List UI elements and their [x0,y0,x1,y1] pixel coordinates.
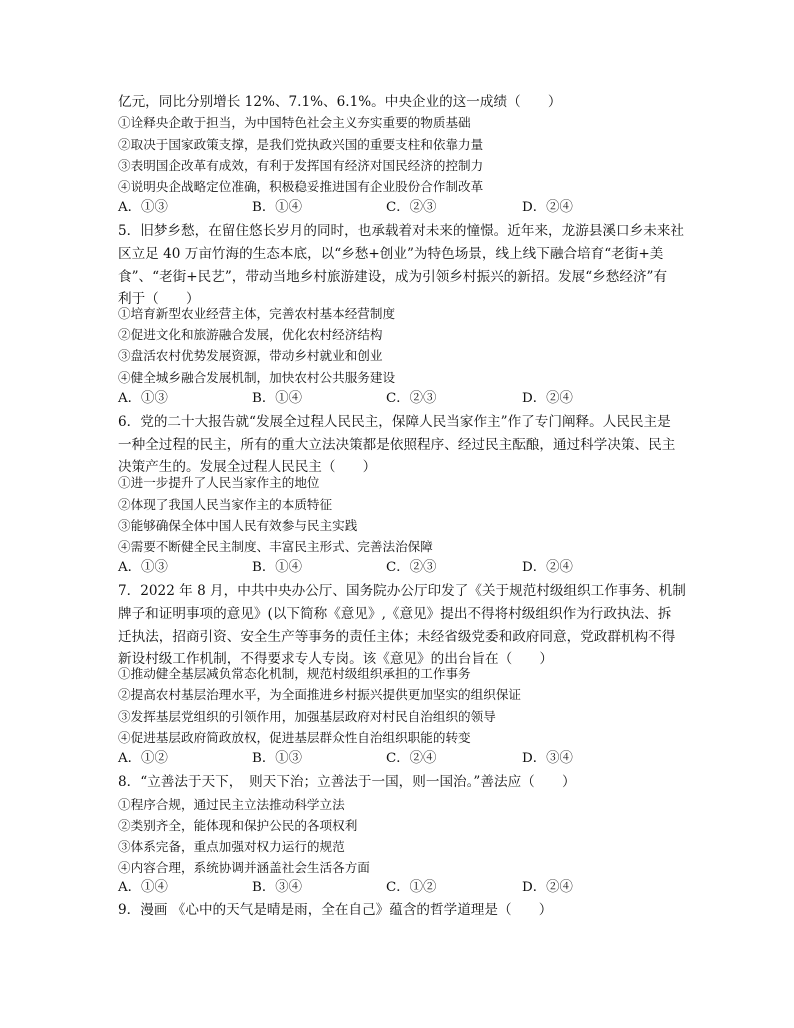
question-5-choices [118,390,698,408]
question-5-option-2: ②促进文化和旅游融合发展，优化农村经济结构 [118,327,383,342]
question-8-option-2: ②类别齐全，能体现和保护公民的各项权利 [118,818,358,833]
question-4-option-4: ④说明央企战略定位准确，积极稳妥推进国有企业股份合作制改革 [118,179,484,194]
question-6-option-1: ①进一步提升了人民当家作主的地位 [118,475,320,490]
question-4-choice-a[interactable]: A．①③ [118,200,168,215]
question-7-option-2: ②提高农村基层治理水平，为全面推进乡村振兴提供更加坚实的组织保证 [118,687,521,702]
question-5-choice-a[interactable]: A．①③ [118,391,168,406]
question-7-stem-line-4: 新设村级工作机制，不得要求专人专岗。该《意见》的出台旨在（ ） [118,651,553,667]
question-5-option-1: ①培育新型农业经营主体，完善农村基本经营制度 [118,306,396,321]
question-7-option-3: ③发挥基层党组织的引领作用，加强基层政府对村民自治组织的领导 [118,709,496,724]
question-6-choice-c[interactable]: C．②③ [386,560,437,575]
question-4-stem-line: 亿元，同比分别增长 12%、7.1%、6.1%。中央企业的这一成绩（ ） [118,94,562,110]
question-7-choice-b[interactable]: B．①③ [252,751,303,766]
question-5-option-3: ③盘活农村优势发展资源，带动乡村就业和创业 [118,348,383,363]
question-8-option-1: ①程序合规，通过民主立法推动科学立法 [118,797,345,812]
question-8-choice-c[interactable]: C．①② [386,880,437,895]
question-7-choices [118,750,698,768]
question-7-choice-d[interactable]: D．③④ [522,751,573,766]
question-5-stem-line-2: 区立足 40 万亩竹海的生态本底，以“乡愁+创业”为特色场景，线上线下融合培育“老街+美 [118,246,664,262]
question-8-stem-line: 8．“立善法于天下， 则天下治；立善法于一国，则一国治。”善法应（ ） [118,774,576,790]
question-4-option-1: ①诠释央企敢于担当，为中国特色社会主义夯实重要的物质基础 [118,115,471,130]
question-5-choice-b[interactable]: B．①④ [252,391,303,406]
question-7-stem-line-1: 7．2022 年 8 月，中共中央办公厅、国务院办公厅印发了《关于规范村级组织工作事务、机制 [118,583,686,599]
question-8-option-3: ③体系完备，重点加强对权力运行的规范 [118,839,345,854]
question-6-choice-d[interactable]: D．②④ [522,560,573,575]
question-7-stem-line-2: 牌子和证明事项的意见》(以下简称《意见》,《意见》提出不得将村级组织作为行政执法、拆 [118,606,672,622]
question-7-choice-a[interactable]: A．①② [118,751,168,766]
question-4-choice-b[interactable]: B．①④ [252,200,303,215]
question-6-option-3: ③能够确保全体中国人民有效参与民主实践 [118,518,358,533]
question-6-choice-a[interactable]: A．①③ [118,560,168,575]
question-5-choice-c[interactable]: C．②③ [386,391,437,406]
question-5-stem-line-1: 5．旧梦乡愁，在留住悠长岁月的同时，也承载着对未来的憧憬。近年来，龙游县溪口乡未来社 [118,223,684,239]
question-5-stem-line-3: 食”、“老街+民艺”，带动当地乡村旅游建设，成为引领乡村振兴的新招。发展“乡愁经济”有 [118,269,668,285]
question-4-option-2: ②取决于国家政策支撑，是我们党执政兴国的重要支柱和依靠力量 [118,137,484,152]
question-5-choice-d[interactable]: D．②④ [522,391,573,406]
question-4-choice-d[interactable]: D．②④ [522,200,573,215]
question-6-choice-b[interactable]: B．①④ [252,560,303,575]
question-8-choices [118,879,698,897]
question-6-choices [118,559,698,577]
question-8-option-4: ④内容合理，系统协调并涵盖社会生活各方面 [118,860,370,875]
question-5-stem-line-4: 利于（ ） [118,291,200,307]
question-7-option-1: ①推动健全基层减负常态化机制，规范村级组织承担的工作事务 [118,666,471,681]
question-7-stem-line-3: 迁执法，招商引资、安全生产等事务的责任主体；未经省级党委和政府同意，党政群机构不得 [118,629,676,645]
question-9-stem-line: 9．漫画 《心中的天气是晴是雨，全在自己》蕴含的哲学道理是（ ） [118,902,553,918]
question-8-choice-b[interactable]: B．③④ [252,880,303,895]
question-4-option-3: ③表明国企改革有成效，有利于发挥国有经济对国民经济的控制力 [118,158,484,173]
question-6-option-4: ④需要不断健全民主制度、丰富民主形式、完善法治保障 [118,539,433,554]
question-8-choice-a[interactable]: A．①④ [118,880,168,895]
question-6-stem-line-3: 决策产生的。发展全过程人民民主（ ） [118,459,377,475]
question-6-stem-line-1: 6．党的二十大报告就“发展全过程人民民主，保障人民当家作主”作了专门阐释。人民民主是 [118,414,671,430]
question-7-choice-c[interactable]: C．②④ [386,751,437,766]
question-4-choices [118,199,698,217]
question-8-choice-d[interactable]: D．②④ [522,880,573,895]
question-6-option-2: ②体现了我国人民当家作主的本质特征 [118,497,333,512]
question-5-option-4: ④健全城乡融合发展机制，加快农村公共服务建设 [118,370,396,385]
question-7-option-4: ④促进基层政府简政放权，促进基层群众性自治组织职能的转变 [118,730,471,745]
question-6-stem-line-2: 一种全过程的民主，所有的重大立法决策都是依照程序、经过民主酝酿，通过科学决策、民主 [118,437,676,453]
question-4-choice-c[interactable]: C．②③ [386,200,437,215]
